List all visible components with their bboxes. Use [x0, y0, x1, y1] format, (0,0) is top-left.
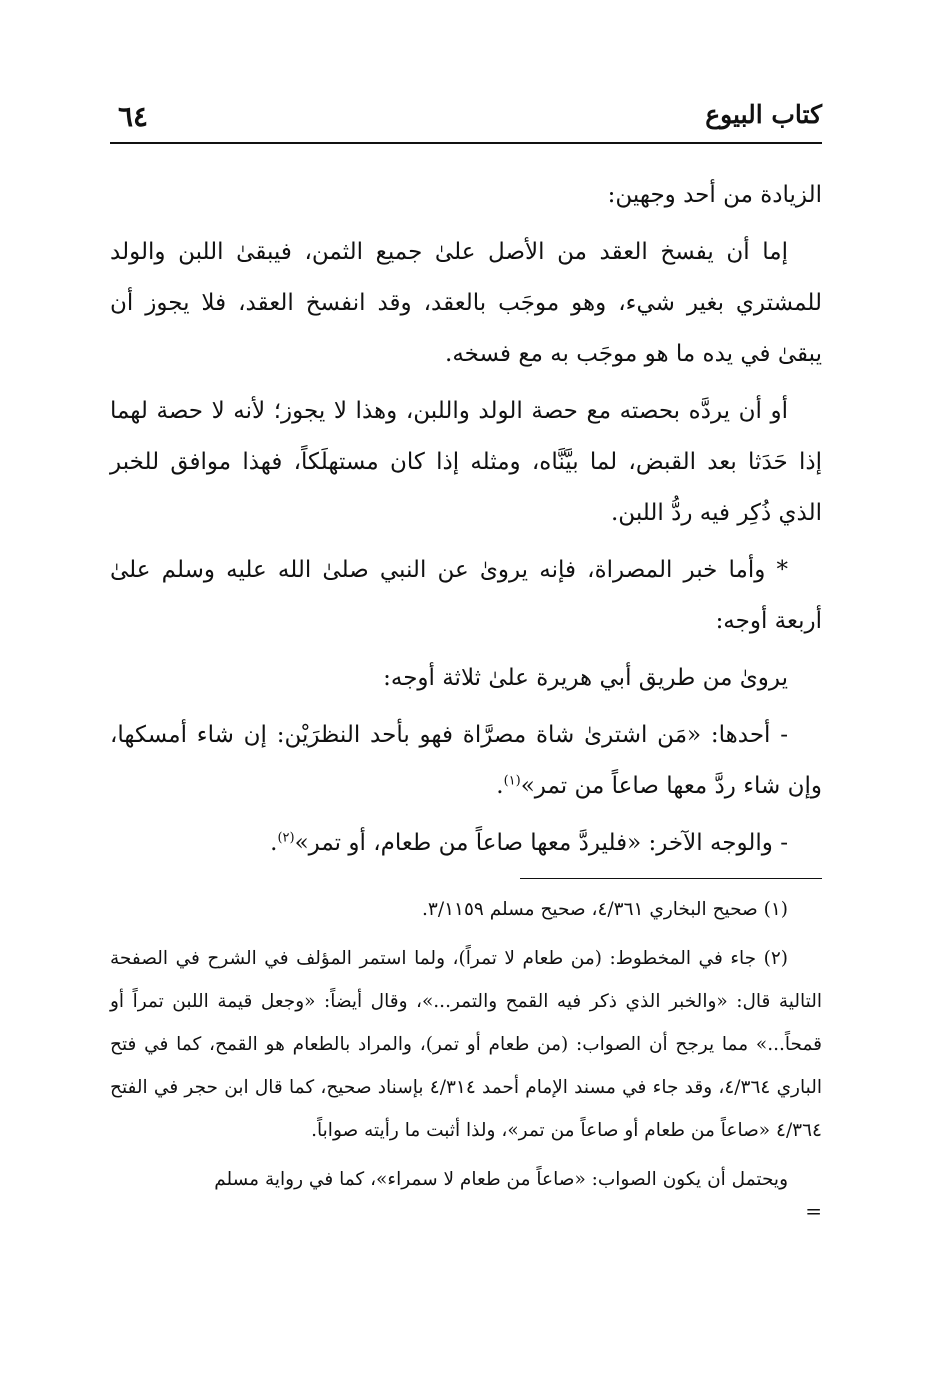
running-title: كتاب البيوع [705, 100, 822, 129]
footnote-2: (٢) جاء في المخطوط: (من طعام لا تمراً)، ولما استمر المؤلف في الشرح في الصفحة التالية قال: «والخبر الذي ذكر فيه القمح والتمر...»، وقال أيضاً: «وجعل قيمة اللبن تمراً أو قمحاً...» مما يرجح أن الصواب: (من طعام أو تمر)، والمراد بالطعام هو القمح، كما في فتح الباري ٤/٣٦٤، وقد جاء في مسند الإمام أحمد ٤/٣١٤ بإسناد صحيح، كما قال ابن حجر في الفتح ٤/٣٦٤ «صاعاً من طعام أو صاعاً من تمر»، ولذا أثبت ما رأيته صواباً. [110, 948, 822, 1141]
footnote-ref-1[interactable]: (١) [503, 773, 521, 789]
page-header [110, 98, 822, 144]
footnote-separator [520, 878, 822, 879]
footnotes [110, 888, 822, 1221]
continuation-mark: = [805, 1199, 822, 1223]
second-narration-end: . [270, 830, 278, 856]
paragraph-abu-hurayra: يروىٰ من طريق أبي هريرة علىٰ ثلاثة أوجه: [383, 665, 788, 691]
main-text [110, 170, 822, 875]
paragraph-musarrah: * وأما خبر المصراة، فإنه يروىٰ عن النبي صلىٰ الله عليه وسلم علىٰ أربعة أوجه: [110, 557, 822, 634]
second-narration-text: - والوجه الآخر: «فليردَّ معها صاعاً من طعام، أو تمر» [294, 830, 788, 856]
footnote-1: (١) صحيح البخاري ٤/٣٦١، صحيح مسلم ٣/١١٥٩. [422, 899, 788, 920]
page-number: ٦٤ [118, 100, 149, 133]
first-narration-text: - أحدها: «مَن اشترىٰ شاة مصرَّاة فهو بأحد النظرَيْن: إن شاء أمسكها، وإن شاء ردَّ معها صاعاً من تمر» [110, 722, 822, 799]
footnote-2-continued: ويحتمل أن يكون الصواب: «صاعاً من طعام لا سمراء»، كما في رواية مسلم [214, 1169, 788, 1190]
paragraph-option-two: أو أن يردَّه بحصته مع حصة الولد واللبن، وهذا لا يجوز؛ لأنه لا حصة لهما إذا حَدَثا بعد القبض، لما بيَّنَّاه، ومثله إذا كان مستهلَكاً، فهذا موافق للخبر الذي ذُكِر فيه ردُّ اللبن. [110, 398, 822, 526]
paragraph-intro: الزيادة من أحد وجهين: [607, 182, 822, 208]
paragraph-option-one: إما أن يفسخ العقد من الأصل علىٰ جميع الثمن، فيبقىٰ اللبن والولد للمشتري بغير شيء، وهو موجَب بالعقد، وقد انفسخ العقد، فلا يجوز أن يبقىٰ في يده ما هو موجَب به مع فسخه. [110, 239, 822, 367]
first-narration-end: . [496, 773, 504, 799]
footnote-ref-2[interactable]: (٢) [277, 830, 295, 846]
paragraph-first-narration [110, 710, 822, 812]
paragraph-second-narration [110, 818, 822, 869]
